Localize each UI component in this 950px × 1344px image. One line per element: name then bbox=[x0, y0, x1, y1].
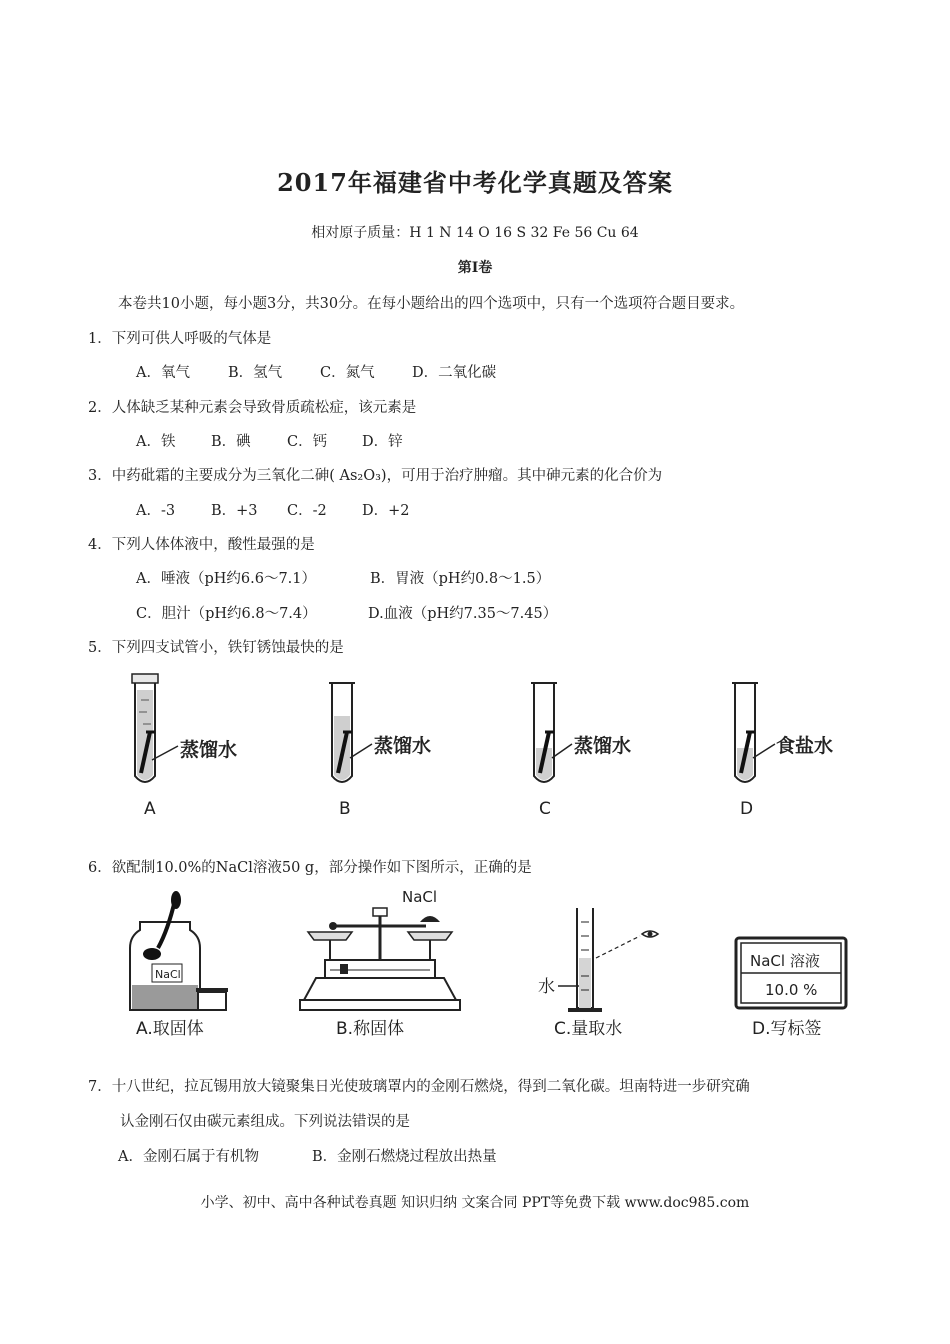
q7-option-b: B．金刚石燃烧过程放出热量 bbox=[312, 1149, 497, 1165]
q1-option-b: B．氢气 bbox=[228, 365, 283, 381]
question-3-stem: 3．中药砒霜的主要成分为三氧化二砷( As₂O₃)，可用于治疗肿瘤。其中砷元素的化合价为 bbox=[88, 468, 663, 484]
q3-option-c: C．-2 bbox=[287, 503, 327, 519]
q5-tube-b-label: 蒸馏水 bbox=[374, 735, 432, 757]
q5-tube-d-label: 食盐水 bbox=[776, 735, 834, 757]
q6-tag-line1: NaCl 溶液 bbox=[750, 952, 820, 970]
q6-caption-a: A.取固体 bbox=[136, 1019, 204, 1039]
page-title: 2017年福建省中考化学真题及答案 bbox=[277, 168, 673, 197]
q6-balance-label: NaCl bbox=[402, 888, 438, 906]
q3-option-b: B．+3 bbox=[211, 503, 258, 519]
q6-tag-line2: 10.0 % bbox=[765, 981, 818, 999]
section-intro: 本卷共10小题，每小题3分，共30分。在每小题给出的四个选项中，只有一个选项符合题目要求。 bbox=[118, 296, 745, 312]
q5-tube-a-label: 蒸馏水 bbox=[180, 739, 238, 761]
q6-caption-b: B.称固体 bbox=[336, 1019, 405, 1039]
q2-option-d: D．锌 bbox=[362, 434, 403, 450]
q5-tube-a bbox=[132, 674, 237, 819]
question-7-stem-line2: 认金刚石仅由碳元素组成。下列说法错误的是 bbox=[120, 1114, 410, 1130]
question-1-stem: 1．下列可供人呼吸的气体是 bbox=[88, 331, 272, 347]
q5-tube-c-letter: C bbox=[539, 799, 551, 819]
q6-figure-d bbox=[736, 938, 846, 1039]
q4-option-d: D.血液（pH约7.35～7.45） bbox=[368, 606, 558, 622]
q1-option-d: D．二氧化碳 bbox=[412, 365, 497, 381]
question-2-stem: 2．人体缺乏某种元素会导致骨质疏松症，该元素是 bbox=[88, 400, 417, 416]
q5-tube-b bbox=[329, 683, 431, 819]
q2-option-a: A．铁 bbox=[136, 434, 176, 450]
q2-option-b: B．碘 bbox=[211, 434, 251, 450]
q6-caption-d: D.写标签 bbox=[752, 1019, 822, 1039]
q2-option-c: C．钙 bbox=[287, 434, 328, 450]
q4-option-b: B．胃液（pH约0.8～1.5） bbox=[370, 571, 551, 587]
q5-test-tubes-figure bbox=[0, 668, 950, 823]
q6-figure-b bbox=[300, 888, 460, 1039]
q5-tube-c-label: 蒸馏水 bbox=[574, 735, 632, 757]
q6-figure-c bbox=[538, 908, 658, 1039]
q5-tube-a-letter: A bbox=[144, 799, 156, 819]
section-heading: 第Ⅰ卷 bbox=[457, 260, 493, 276]
q6-caption-c: C.量取水 bbox=[554, 1019, 623, 1039]
q6-figure-a bbox=[130, 891, 228, 1039]
question-4-stem: 4．下列人体体液中，酸性最强的是 bbox=[88, 537, 315, 553]
q5-tube-d bbox=[732, 683, 833, 819]
question-6-stem: 6．欲配制10.0%的NaCl溶液50 g，部分操作如下图所示，正确的是 bbox=[88, 860, 532, 876]
question-7-stem-line1: 7．十八世纪，拉瓦锡用放大镜聚集日光使玻璃罩内的金刚石燃烧，得到二氧化碳。坦南特进一步研究确 bbox=[88, 1079, 750, 1095]
q5-tube-c bbox=[531, 683, 631, 819]
q4-option-c: C．胆汁（pH约6.8～7.4） bbox=[136, 606, 317, 622]
q7-option-a: A．金刚石属于有机物 bbox=[118, 1149, 259, 1165]
relative-atomic-masses: 相对原子质量：H 1 N 14 O 16 S 32 Fe 56 Cu 64 bbox=[311, 225, 639, 241]
question-5-stem: 5．下列四支试管小，铁钉锈蚀最快的是 bbox=[88, 640, 344, 656]
q1-option-a: A．氧气 bbox=[136, 365, 190, 381]
q6-water-label: 水 bbox=[538, 977, 555, 997]
q5-tube-b-letter: B bbox=[339, 799, 351, 819]
q1-option-c: C．氮气 bbox=[320, 365, 375, 381]
q3-option-a: A．-3 bbox=[136, 503, 176, 519]
q5-tube-d-letter: D bbox=[740, 799, 754, 819]
page-footer: 小学、初中、高中各种试卷真题 知识归纳 文案合同 PPT等免费下载 www.doc985.com bbox=[200, 1195, 750, 1211]
q6-lab-operations-figure bbox=[0, 880, 950, 1045]
q6-jar-label: NaCl bbox=[155, 968, 181, 981]
q3-option-d: D．+2 bbox=[362, 503, 410, 519]
q4-option-a: A．唾液（pH约6.6～7.1） bbox=[136, 571, 317, 587]
